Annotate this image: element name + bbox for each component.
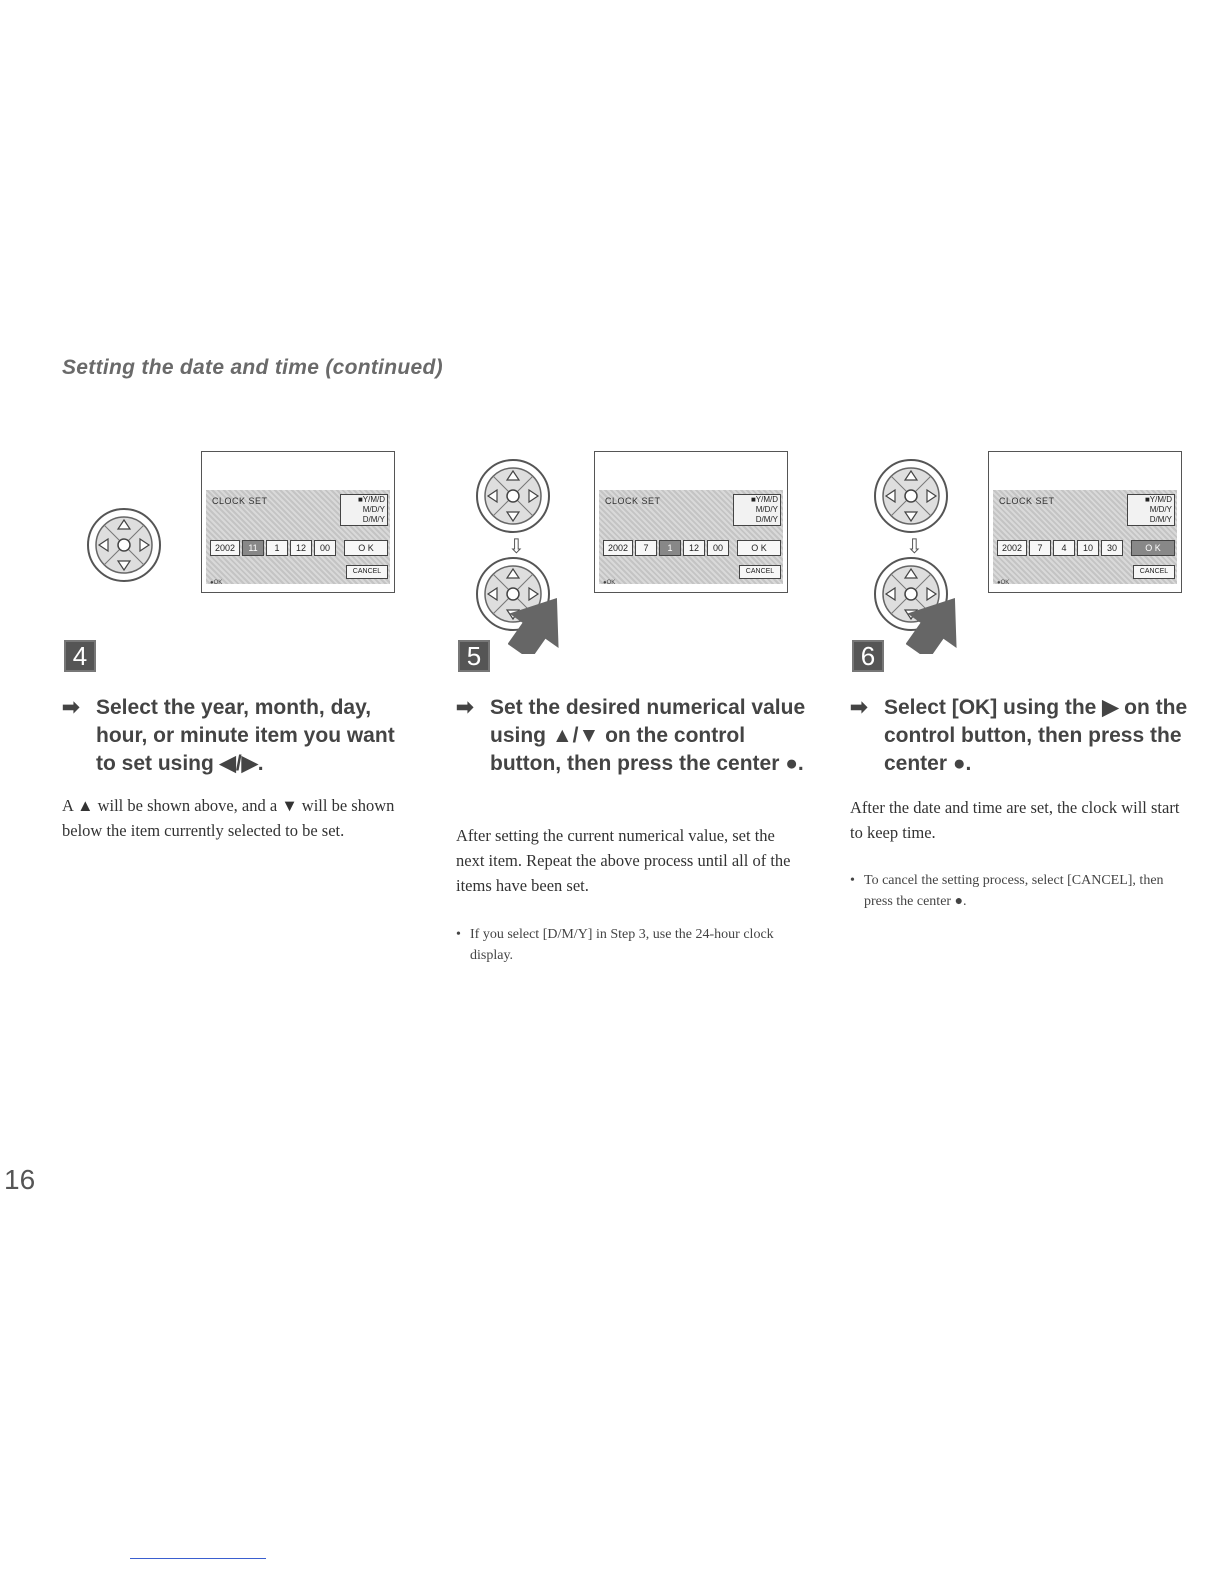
- year-field: 2002: [603, 540, 633, 556]
- lcd-screen: [201, 451, 395, 593]
- ok-hint: ●OK: [210, 580, 223, 586]
- press-pointer-icon: [508, 592, 570, 654]
- day-field: 4: [1053, 540, 1075, 556]
- down-arrow-icon: ⇩: [906, 536, 923, 558]
- year-field: 2002: [997, 540, 1027, 556]
- hour-field: 12: [683, 540, 705, 556]
- day-field: 1: [659, 540, 681, 556]
- ok-button: O K: [737, 540, 781, 556]
- bullet-icon: •: [456, 927, 461, 942]
- hour-field: 12: [290, 540, 312, 556]
- step-note: • To cancel the setting process, select [CANCEL], then press the center ●.: [850, 870, 1180, 912]
- down-arrow-icon: ⇩: [508, 536, 525, 558]
- bullet-icon: •: [850, 873, 855, 888]
- year-field: 2002: [210, 540, 240, 556]
- step-body: After setting the current numerical value, set the next item. Repeat the above process until all of the items have been set.: [456, 826, 791, 895]
- arrow-icon: ➡: [850, 696, 868, 719]
- step-heading: ➡ Set the desired numerical value using ▲/▼ on the control button, then press the center ●.: [456, 696, 806, 775]
- ok-hint: ●OK: [603, 580, 616, 586]
- lcd-screen: [594, 451, 788, 593]
- cancel-button: CANCEL: [1133, 565, 1175, 579]
- minute-field: 00: [314, 540, 336, 556]
- footer-rule: [130, 1558, 266, 1559]
- date-format-list: [340, 494, 388, 526]
- format-ymd: ■Y/M/D: [1144, 495, 1172, 504]
- format-mdy: M/D/Y: [1149, 505, 1172, 514]
- lcd-screen: [988, 451, 1182, 593]
- control-button-icon: [873, 458, 953, 538]
- month-field: 7: [1029, 540, 1051, 556]
- ok-hint: ●OK: [997, 580, 1010, 586]
- arrow-icon: ➡: [456, 696, 474, 719]
- section-title: Setting the date and time (continued): [62, 356, 443, 379]
- step-note: • If you select [D/M/Y] in Step 3, use the 24-hour clock display.: [456, 924, 796, 966]
- press-pointer-icon: [906, 592, 968, 654]
- ok-button: O K: [1131, 540, 1175, 556]
- minute-field: 00: [707, 540, 729, 556]
- step-number-badge: 6: [852, 640, 884, 672]
- format-ymd: ■Y/M/D: [357, 495, 385, 504]
- step-heading: ➡ Select the year, month, day, hour, or minute item you want to set using ◀/▶.: [62, 696, 395, 775]
- day-field: 1: [266, 540, 288, 556]
- step-number-badge: 4: [64, 640, 96, 672]
- cancel-button: CANCEL: [346, 565, 388, 579]
- arrow-icon: ➡: [62, 696, 80, 719]
- ok-button: O K: [344, 540, 388, 556]
- minute-field: 30: [1101, 540, 1123, 556]
- step-body: After the date and time are set, the clock will start to keep time.: [850, 798, 1180, 842]
- month-field: 7: [635, 540, 657, 556]
- clock-set-title: CLOCK SET: [605, 496, 661, 506]
- date-format-list: [1127, 494, 1175, 526]
- format-dmy: D/M/Y: [362, 515, 385, 524]
- control-button-icon: [86, 507, 166, 587]
- format-ymd: ■Y/M/D: [750, 495, 778, 504]
- date-format-list: [733, 494, 781, 526]
- format-mdy: M/D/Y: [362, 505, 385, 514]
- format-dmy: D/M/Y: [755, 515, 778, 524]
- control-button-icon: [475, 458, 555, 538]
- step-number-badge: 5: [458, 640, 490, 672]
- clock-set-title: CLOCK SET: [212, 496, 268, 506]
- format-mdy: M/D/Y: [755, 505, 778, 514]
- hour-field: 10: [1077, 540, 1099, 556]
- format-dmy: D/M/Y: [1149, 515, 1172, 524]
- month-field: 11: [242, 540, 264, 556]
- page-number: 16: [4, 1164, 36, 1195]
- step-body: A ▲ will be shown above, and a ▼ will be shown below the item currently selected to be set.: [62, 796, 395, 840]
- clock-set-title: CLOCK SET: [999, 496, 1055, 506]
- step-heading: ➡ Select [OK] using the ▶ on the control button, then press the center ●.: [850, 696, 1188, 775]
- cancel-button: CANCEL: [739, 565, 781, 579]
